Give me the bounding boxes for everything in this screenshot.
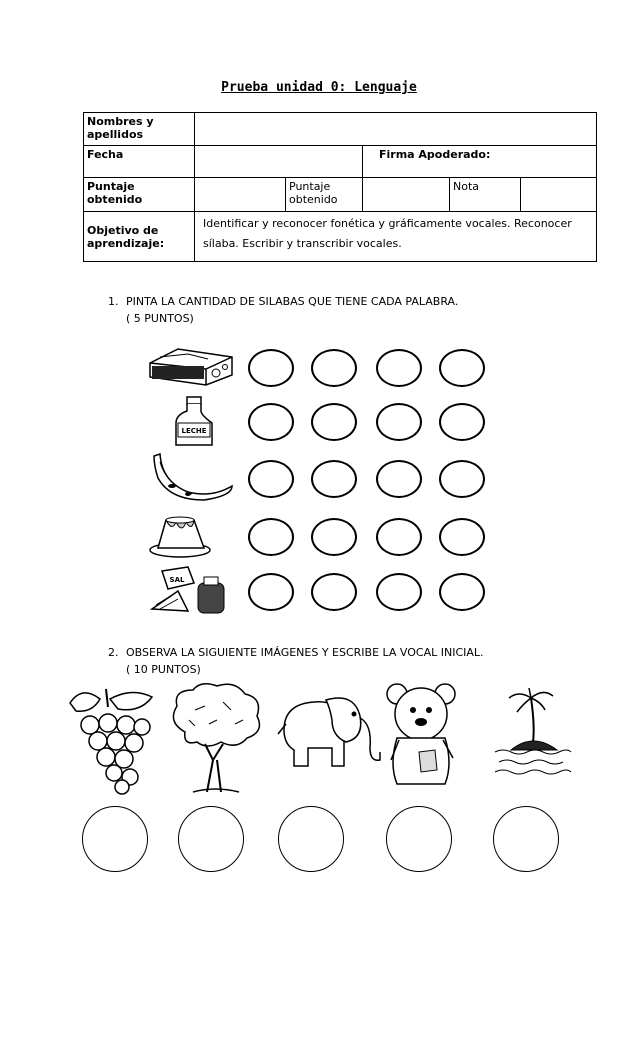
syllable-oval[interactable] [376, 403, 422, 441]
firma-label: Firma Apoderado: [363, 146, 597, 178]
header-table [83, 112, 597, 262]
puntaje2-label: Puntaje obtenido [286, 178, 363, 212]
vowel-answer-circle[interactable] [493, 806, 559, 872]
syllable-oval[interactable] [248, 460, 294, 498]
vowel-answer-circle[interactable] [82, 806, 148, 872]
q1-row-banana [148, 452, 488, 512]
cake-icon [148, 510, 218, 560]
syllable-oval[interactable] [439, 573, 485, 611]
q2-points: ( 10 PUNTOS) [126, 663, 201, 676]
syllable-oval[interactable] [311, 349, 357, 387]
nota-field[interactable] [521, 178, 597, 212]
syllable-oval[interactable] [439, 460, 485, 498]
syllable-oval[interactable] [311, 573, 357, 611]
q1-row-groceries [148, 565, 488, 625]
syllable-oval[interactable] [376, 518, 422, 556]
island-icon [493, 686, 573, 786]
milk-label: LECHE [181, 427, 207, 435]
syllable-oval[interactable] [311, 518, 357, 556]
banana-icon [148, 452, 238, 502]
vowel-answer-circle[interactable] [178, 806, 244, 872]
tree-icon [165, 680, 265, 795]
syllable-oval[interactable] [248, 573, 294, 611]
bear-icon [383, 680, 463, 790]
syllable-oval[interactable] [376, 460, 422, 498]
syllable-oval[interactable] [248, 403, 294, 441]
puntaje2-field[interactable] [363, 178, 450, 212]
syllable-oval[interactable] [311, 403, 357, 441]
question-2 [108, 644, 484, 678]
nombres-label: Nombres y apellidos [84, 113, 195, 146]
syllable-oval[interactable] [439, 349, 485, 387]
q1-row-milk [148, 395, 488, 455]
nota-label: Nota [450, 178, 521, 212]
objetivo-label: Objetivo de aprendizaje: [84, 212, 195, 262]
groceries-icon [148, 565, 233, 617]
q1-number: 1. [108, 295, 119, 308]
salt-label: SAL [169, 576, 185, 584]
syllable-oval[interactable] [248, 518, 294, 556]
fecha-label: Fecha [84, 146, 195, 178]
q2-text: OBSERVA LA SIGUIENTE IMÁGENES Y ESCRIBE LA VOCAL INICIAL. [126, 646, 484, 659]
q1-text: PINTA LA CANTIDAD DE SILABAS QUE TIENE CADA PALABRA. [126, 295, 459, 308]
fecha-field[interactable] [195, 146, 363, 178]
syllable-oval[interactable] [439, 518, 485, 556]
elephant-icon [274, 690, 386, 780]
syllable-oval[interactable] [439, 403, 485, 441]
syllable-oval[interactable] [311, 460, 357, 498]
syllable-oval[interactable] [248, 349, 294, 387]
objetivo-text: Identificar y reconocer fonética y gráficamente vocales. Reconocer sílaba. Escribir y transcribir vocales. [195, 212, 597, 262]
grapes-icon [62, 685, 162, 795]
milk-bottle-icon [170, 395, 220, 450]
page-title: Prueba unidad 0: Lenguaje [221, 80, 417, 95]
q2-number: 2. [108, 646, 119, 659]
puntaje-field[interactable] [195, 178, 286, 212]
question-1 [108, 293, 458, 327]
puntaje-label: Puntaje obtenido [84, 178, 195, 212]
cheese-icon [148, 345, 238, 390]
vowel-answer-circle[interactable] [278, 806, 344, 872]
syllable-oval[interactable] [376, 573, 422, 611]
vowel-answer-circle[interactable] [386, 806, 452, 872]
nombres-field[interactable] [195, 113, 597, 146]
q1-points: ( 5 PUNTOS) [126, 312, 194, 325]
syllable-oval[interactable] [376, 349, 422, 387]
q1-row-cake [148, 510, 488, 570]
